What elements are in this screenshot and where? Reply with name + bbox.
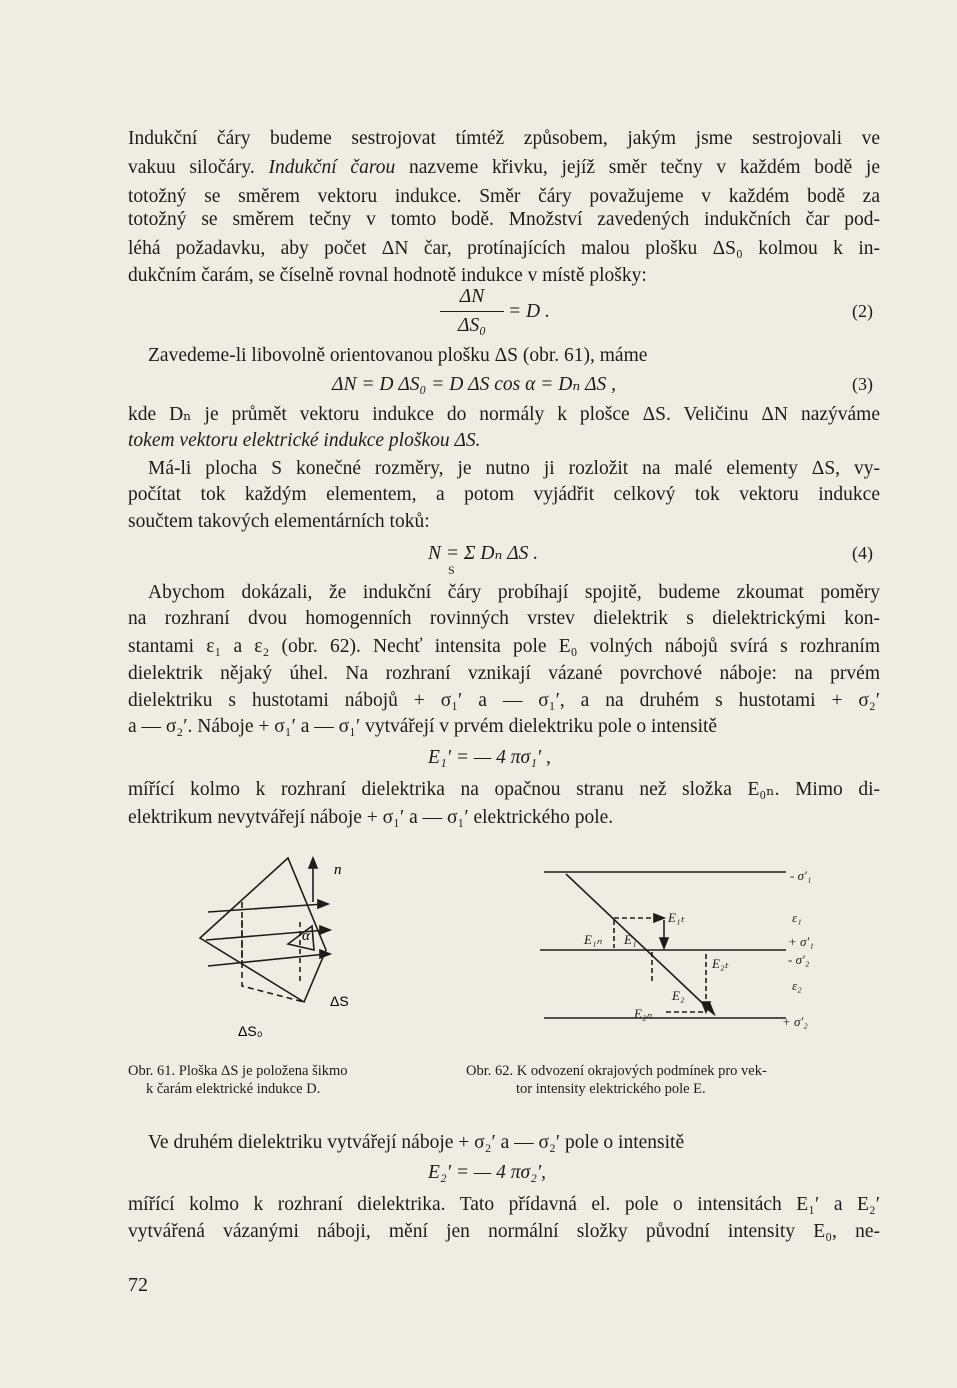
figure-61-diagram <box>196 854 376 1054</box>
sum-subscript: S <box>448 563 455 577</box>
fraction-denominator: ΔS₀ <box>458 315 486 336</box>
equation-number: (2) <box>852 301 873 321</box>
text-line: kde Dₙ je průmět vektoru indukce do normály k plošce ΔS. Veličinu ΔN nazýváme <box>128 404 880 425</box>
text-line <box>128 153 880 182</box>
text-line: Ve druhém dielektriku vytvářejí náboje + σ₂′ a — σ₂′ pole o intensitě <box>148 1132 685 1153</box>
figure-62-caption-line: Obr. 62. K odvození okrajových podmínek pro vek- <box>466 1063 767 1079</box>
label-minus-sigma2: - σ′₂ <box>788 952 810 967</box>
equation-2-rhs: = D . <box>508 301 550 322</box>
text-line: Má-li plocha S konečné rozměry, je nutno ji rozložit na malé elementy ΔS, vy- <box>148 458 880 479</box>
text-line: součtem takových elementárních toků: <box>128 511 430 532</box>
equation-4: N = Σ Dₙ ΔS . <box>428 543 539 564</box>
text-line: na rozhraní dvou homogenních rovinných vrstev dielektrik s dielektrickými kon- <box>128 608 880 629</box>
label-E1t: E₁ₜ <box>668 910 685 925</box>
text-line: Indukční čáry budeme sestrojovat tímtéž způsobem, jakým jsme sestrojovali ve <box>128 128 880 149</box>
equation-2-fraction <box>440 285 504 338</box>
arrow-head-icon <box>318 900 328 908</box>
label-dS: ΔS <box>330 993 349 1009</box>
text-line: elektrikum nevytvářejí náboje + σ₁′ a — σ₁′ elektrického pole. <box>128 807 614 828</box>
figure-61-caption-line: Obr. 61. Ploška ΔS je položena šikmo <box>128 1063 348 1079</box>
arrow-head-icon <box>320 950 330 958</box>
label-dS0: ΔS₀ <box>238 1023 263 1039</box>
text-line: totožný se směrem tečny v tomto bodě. Množství zavedených indukčních čar pod- <box>128 209 880 230</box>
label-E2t: E₂ₜ <box>712 956 729 971</box>
equation-3: ΔN = D ΔS₀ = D ΔS cos α = Dₙ ΔS , <box>332 374 617 395</box>
text-line: tokem vektoru elektrické indukce ploškou ΔS. <box>128 430 481 451</box>
label-eps1: ε₁ <box>792 910 802 925</box>
fraction-numerator: ΔN <box>459 286 485 307</box>
label-eps2: ε₂ <box>792 978 802 993</box>
text-line: mířící kolmo k rozhraní dielektrika. Tato přídavná el. pole o intensitách E₁′ a E₂′ <box>128 1194 880 1215</box>
page-number: 72 <box>128 1274 148 1296</box>
arrow-head-icon <box>660 938 668 948</box>
equation-number: (4) <box>852 543 873 563</box>
text-line: dukčním čarám, se číselně rovnal hodnotě indukce v místě plošky: <box>128 265 647 286</box>
text-line: vytvářená vázanými náboji, mění jen normální složky původní intensity E₀, ne- <box>128 1221 880 1242</box>
text-fragment: nazveme křivku, jejíž směr tečny v každém bodě je <box>395 157 880 178</box>
label-E2n: E₂ₙ <box>634 1006 652 1021</box>
arrow-head-icon <box>320 926 330 934</box>
surface-dS0-outline <box>242 902 304 1002</box>
fraction-bar <box>440 311 504 312</box>
text-line: dielektriku s hustotami nábojů + σ₁′ a — σ₁′, a na druhém s hustotami + σ₂′ <box>128 690 880 711</box>
arrow-head-icon <box>309 858 317 868</box>
label-alpha: α <box>302 928 310 944</box>
text-line: počítat tok každým elementem, a potom vyjádřit celkový tok vektoru indukce <box>128 484 880 505</box>
label-E1n: E₁ₙ <box>584 932 602 947</box>
figure-62-diagram <box>540 862 840 1032</box>
label-n: n <box>334 862 342 878</box>
text-line: Abychom dokázali, že indukční čáry probíhají spojitě, budeme zkoumat poměry <box>148 582 880 603</box>
label-plus-sigma1: + σ′₁ <box>788 934 814 949</box>
equation-6: E₂′ = — 4 πσ₂′, <box>428 1162 547 1183</box>
label-E1: E₁ <box>624 932 637 947</box>
text-line: mířící kolmo k rozhraní dielektrika na opačnou stranu než složka E₀ₙ. Mimo di- <box>128 779 880 800</box>
angle-alpha-triangle <box>288 926 314 950</box>
figure-62-caption-line: tor intensity elektrického pole E. <box>516 1081 706 1097</box>
term-italic: Indukční čarou <box>268 157 396 178</box>
label-E2: E₂ <box>672 988 685 1003</box>
label-minus-sigma1: - σ′₁ <box>790 868 812 883</box>
label-plus-sigma2: + σ′₂ <box>782 1014 808 1029</box>
text-line: totožný se směrem vektoru indukce. Směr čáry považujeme v každém bodě za <box>128 186 880 207</box>
figure-61-caption-line: k čarám elektrické indukce D. <box>146 1081 321 1097</box>
arrow-head-icon <box>654 914 664 922</box>
equation-5: E₁′ = — 4 πσ₁′ , <box>428 747 551 768</box>
text-line: a — σ₂′. Náboje + σ₁′ a — σ₁′ vytvářejí v prvém dielektriku pole o intensitě <box>128 716 718 737</box>
text-fragment: vakuu siločáry. <box>128 157 269 178</box>
text-line: dielektrik nějaký úhel. Na rozhraní vznikají vázané povrchové náboje: na prvém <box>128 663 880 684</box>
text-line: stantami ε₁ a ε₂ (obr. 62). Nechť intensita pole E₀ volných nábojů svírá s rozhraním <box>128 636 880 657</box>
equation-number: (3) <box>852 374 873 394</box>
text-line: léhá požadavku, aby počet ΔN čar, protínajících malou plošku ΔS₀ kolmou k in- <box>128 238 880 259</box>
text-line: Zavedeme-li libovolně orientovanou plošku ΔS (obr. 61), máme <box>148 345 648 366</box>
